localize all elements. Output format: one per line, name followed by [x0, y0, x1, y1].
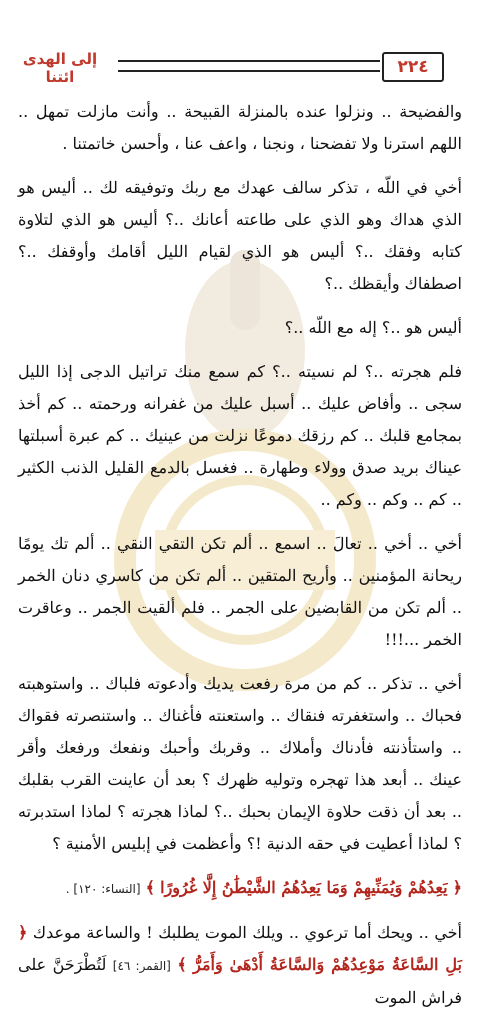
paragraph: أخي في اللّه ، تذكر سالف عهدك مع ربك وتوفيقه لك .. أليس هو الذي هداك وهو الذي على طاعته أعانك ..؟ أليس هو الذي لتلاوة كتابه وفقك ..؟ أليس هو الذي لقيام الليل أقامك وأوقفك ..؟ اصطفاك وأيقظك ..؟ [18, 178, 463, 293]
paragraph: أليس هو ..؟ إله مع اللّه ..؟ [284, 318, 462, 337]
page-number: ٢٢٤ [382, 52, 444, 82]
verse-reference: [القمر: ٤٦] [112, 959, 171, 973]
paragraph: والفضيحة .. ونزلوا عنده بالمنزلة القبيحة .. وأنت مازلت تمهل .. اللهم استرنا ولا تفضحنا ، ونجنا ، واعف عنا ، وأحسن خاتمتنا . [18, 102, 462, 153]
page-body [18, 96, 462, 1026]
running-title: إلى الهدى ائتنا [22, 50, 98, 86]
verse-bracket-close: ﴾ [145, 878, 156, 897]
verse-bracket-open: ﴿ [452, 878, 462, 897]
verse-reference: [النساء: ١٢٠] . [65, 882, 141, 896]
quran-verse: بَلِ السَّاعَةُ مَوْعِدُهُمْ وَالسَّاعَةُ أَدْهَىٰ وَأَمَرُّ [193, 955, 462, 974]
paragraph: أخي .. تذكر .. كم من مرة رفعت يديك وأدعوته فلباك .. واستوهبته فحباك .. واستغفرته فنقاك .. واستعنته فأغناك .. واستنصرته فقواك .. واستأذنته فأدناك وأملاك .. وقربك وأحبك ونفعك ورفعك وأقر عينك .. أبعد هذا تهجره وتوليه ظهرك ؟ بعد أن عاينت القرب بقلبك .. بعد أن ذقت حلاوة الإيمان بحبك ..؟ لماذا هجرته ؟ لماذا استدبرته ؟ لماذا أعطيت في حقه الدنية !؟ وأعظمت في إبليس الأمنية ؟ [18, 674, 462, 853]
header-rule [118, 60, 380, 72]
verse-bracket-open: ﴿ [18, 923, 28, 942]
paragraph: أخي .. أخي .. تعالَ .. اسمع .. ألم تكن التقي النقي .. ألم تك يومًا ريحانة المؤمنين .. وأريح المتقين .. ألم تكن من كاسري دنان الخمر .. ألم تكن من القابضين على الجمر .. فلم ألقيت الجمر .. وعاقرت الخمر ...!!! [18, 534, 462, 649]
final-text: أخي .. ويحك أما ترعوي .. ويلك الموت يطلبك ! والساعة موعدك [32, 923, 462, 942]
final-paragraph [18, 917, 462, 1014]
quran-verse: يَعِدُهُمْ وَيُمَنِّيهِمْ وَمَا يَعِدُهُمُ الشَّيْطَٰنُ إِلَّا غُرُورًا [160, 878, 448, 897]
quran-verse-line [18, 872, 462, 905]
paragraph: فلم هجرته ..؟ لم نسيته ..؟ كم سمع منك تراتيل الدجى إذا الليل سجى .. وأفاض عليك .. أسبل عليك من غفرانه ورحمته .. كم أخذ بمجامع قلبك .. كم رزقك دموعًا نزلت من عينيك .. كم عبرة أسبلتها عيناك بريد صدق وولاء وطهارة .. فغسل بالدمع القليل الذنب الكثير .. كم .. وكم .. وكم .. [18, 362, 462, 509]
final-text-end: لَتُطْرَحَنَّ على فراش الموت [18, 955, 462, 1007]
verse-bracket-close: ﴾ [177, 955, 187, 974]
page-header [0, 50, 480, 86]
